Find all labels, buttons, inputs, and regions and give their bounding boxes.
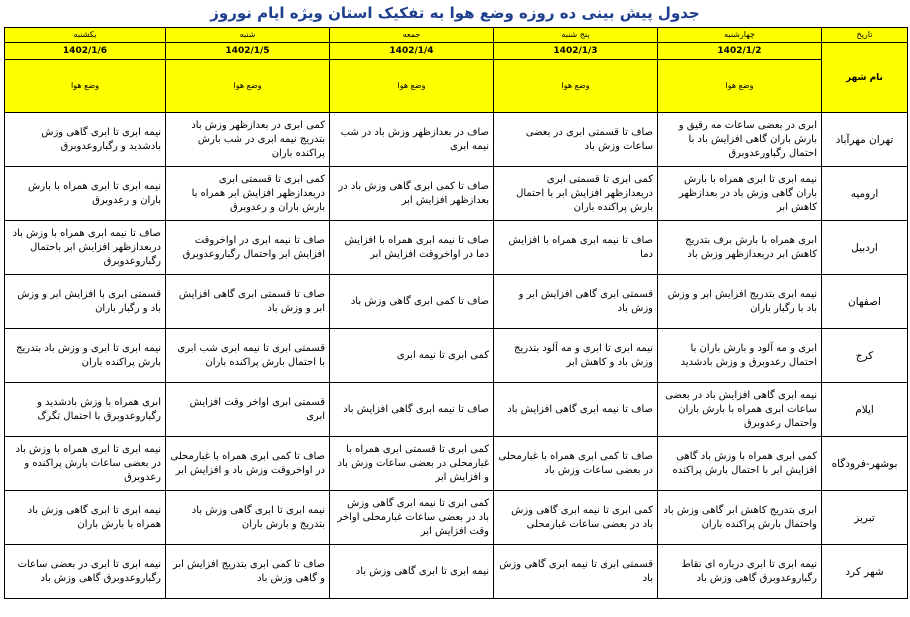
forecast-cell: ابری همراه با بارش برف بتدریج کاهش ابر دربعدازظهر وزش باد — [658, 221, 822, 275]
weather-label-row — [5, 60, 908, 113]
forecast-cell: صاف تا کمی ابری گاهی وزش باد در بعدازظهر افزایش ابر — [330, 167, 494, 221]
forecast-cell: نیمه ابری تا ابری همراه با وزش باد در بعضی ساعات بارش پراکنده و رعدوبرق — [5, 437, 166, 491]
city-name: تبریز — [822, 491, 908, 545]
city-name: کرج — [822, 329, 908, 383]
forecast-cell: صاف تا نیمه ابری همراه با افزایش دما — [494, 221, 658, 275]
weather-column-label: وضع هوا — [166, 60, 330, 113]
city-name: تهران مهرآباد — [822, 113, 908, 167]
weekday-cell: جمعه — [330, 28, 494, 43]
table-row — [5, 329, 908, 383]
forecast-cell: نیمه ابری بتدریج افزایش ابر و وزش باد با رگبار باران — [658, 275, 822, 329]
table-row — [5, 437, 908, 491]
weather-column-label: وضع هوا — [658, 60, 822, 113]
date-label: تاریخ — [822, 28, 908, 43]
weekday-cell: چهارشنبه — [658, 28, 822, 43]
date-header-row — [5, 43, 908, 60]
weekday-cell: پنج شنبه — [494, 28, 658, 43]
forecast-cell: کمی ابری تا نیمه ابری — [330, 329, 494, 383]
city-name: شهر کرد — [822, 545, 908, 599]
weekday-header-row — [5, 28, 908, 43]
forecast-cell: کمی ابری همراه با وزش باد گاهی افزایش ابر با احتمال بارش پراکنده — [658, 437, 822, 491]
forecast-cell: ابری بتدریج کاهش ابر گاهی وزش باد واحتمال بارش پراکنده باران — [658, 491, 822, 545]
forecast-cell: کمی ابری در بعدازظهر وزش باد بتدریج نیمه ابری در شب بارش پراکنده باران — [166, 113, 330, 167]
forecast-cell: صاف تا نیمه ابری همراه با وزش باد دربعدازظهر افزایش ابر باحتمال رگباروعدوبرق — [5, 221, 166, 275]
forecast-table-body — [5, 28, 908, 599]
forecast-cell: نیمه ابری تا ابری گاهی وزش بادشدید و رگباروعدوبرق — [5, 113, 166, 167]
city-name: ارومیه — [822, 167, 908, 221]
date-cell: 1402/1/6 — [5, 43, 166, 60]
forecast-cell: نیمه ابری تا ابری در بعضی ساعات رگباروعدوبرق گاهی وزش باد — [5, 545, 166, 599]
city-name: بوشهر-فرودگاه — [822, 437, 908, 491]
date-cell: 1402/1/2 — [658, 43, 822, 60]
forecast-cell: صاف تا نیمه ابری گاهی افزایش باد — [330, 383, 494, 437]
forecast-cell: نیمه ابری تا ابری گاهی وزش باد بتدریج و بارش باران — [166, 491, 330, 545]
forecast-cell: کمی ابری تا نیمه ابری گاهی وزش باد در بعضی ساعات غبارمحلی اواخر وقت افزایش ابر — [330, 491, 494, 545]
weather-column-label: وضع هوا — [330, 60, 494, 113]
table-row — [5, 383, 908, 437]
forecast-cell: قسمتی ابری تا نیمه ابری شب ابری با احتمال بارش پراکنده باران — [166, 329, 330, 383]
weather-column-label: وضع هوا — [494, 60, 658, 113]
date-cell: 1402/1/4 — [330, 43, 494, 60]
forecast-cell: نیمه ابری تا ابری و مه آلود بتدریج وزش باد و کاهش ابر — [494, 329, 658, 383]
forecast-cell: صاف تا نیمه ابری همراه با افزایش دما در اواخروقت افزایش ابر — [330, 221, 494, 275]
city-name: اصفهان — [822, 275, 908, 329]
weekday-cell: یکشنبه — [5, 28, 166, 43]
forecast-cell: ابری و مه آلود و بارش باران با احتمال رعدوبرق و وزش بادشدید — [658, 329, 822, 383]
date-cell: 1402/1/5 — [166, 43, 330, 60]
table-row — [5, 113, 908, 167]
forecast-cell: صاف تا نیمه ابری در اواخروقت افزایش ابر واحتمال رگباروعدوبرق — [166, 221, 330, 275]
forecast-cell: نیمه ابری تا ابری درباره ای نقاط رگباروعدوبرق گاهی وزش باد — [658, 545, 822, 599]
forecast-cell: قسمتی ابری با افزایش ابر و وزش باد و رگبار باران — [5, 275, 166, 329]
table-row — [5, 491, 908, 545]
weekday-cell: شنبه — [166, 28, 330, 43]
table-row — [5, 275, 908, 329]
city-label: نام شهر — [822, 43, 908, 113]
forecast-cell: نیمه ابری تا ابری گاهی وزش باد — [330, 545, 494, 599]
forecast-cell: صاف تا نیمه ابری گاهی افزایش باد — [494, 383, 658, 437]
forecast-table — [4, 27, 908, 599]
table-row — [5, 221, 908, 275]
forecast-cell: نیمه ابری گاهی افزایش باد در بعضی ساعات ابری همراه با بارش باران واحتمال رعدوبرق — [658, 383, 822, 437]
table-row — [5, 167, 908, 221]
forecast-cell: کمی ابری تا قسمتی ابری دربعدازظهر افزایش ابر با احتمال بارش پراکنده باران — [494, 167, 658, 221]
city-name: ایلام — [822, 383, 908, 437]
page-title: جدول پیش بینی ده روزه وضع هوا به تفکیک استان ویژه ایام نوروز — [210, 4, 700, 22]
forecast-cell: صاف تا کمی ابری همراه با غبارمحلی در بعضی ساعات وزش باد — [494, 437, 658, 491]
forecast-cell: کمی ابری تا قسمتی ابری دربعدازظهر افزایش ابر همراه با بارش باران و رعدوبرق — [166, 167, 330, 221]
forecast-cell: ابری در بعضی ساعات مه رقیق و بارش باران گاهی افزایش باد با احتمال رگباورعدوبرق — [658, 113, 822, 167]
forecast-cell: صاف در بعدازظهر وزش باد در شب نیمه ابری — [330, 113, 494, 167]
forecast-cell: قسمتی ابری اواخر وقت افزایش ابری — [166, 383, 330, 437]
city-name: اردبیل — [822, 221, 908, 275]
forecast-cell: کمی ابری تا نیمه ابری گاهی وزش باد در بعضی ساعات غبارمحلی — [494, 491, 658, 545]
forecast-cell: صاف تا قسمتی ابری گاهی افزایش ابر و وزش باد — [166, 275, 330, 329]
forecast-cell: نیمه ابری تا ابری و وزش باد بتدریج بارش پراکنده باران — [5, 329, 166, 383]
table-row — [5, 545, 908, 599]
forecast-cell: کمی ابری تا قسمتی ابری همراه با غبارمحلی در بعضی ساعات وزش باد و افزایش ابر — [330, 437, 494, 491]
forecast-cell: صاف تا کمی ابری همراه با غبارمحلی در اواخروقت وزش باد و افزایش ابر — [166, 437, 330, 491]
forecast-cell: نیمه ابری تا ابری همراه با بارش باران و رعدوبرق — [5, 167, 166, 221]
forecast-cell: قسمتی ابری گاهی افزایش ابر و وزش باد — [494, 275, 658, 329]
forecast-cell: نیمه ابری تا ابری گاهی وزش باد همراه با بارش باران — [5, 491, 166, 545]
forecast-cell: نیمه ابری تا ابری همراه با بارش باران گاهی وزش باد در بعدازظهر کاهش ابر — [658, 167, 822, 221]
forecast-cell: صاف تا قسمتی ابری در بعضی ساعات وزش باد — [494, 113, 658, 167]
forecast-cell: ابری همراه با وزش بادشدید و رگباروعدوبرق با احتمال تگرگ — [5, 383, 166, 437]
date-cell: 1402/1/3 — [494, 43, 658, 60]
forecast-cell: قسمتی ابری تا نیمه ابری گاهی وزش باد — [494, 545, 658, 599]
weather-column-label: وضع هوا — [5, 60, 166, 113]
forecast-cell: صاف تا کمی ابری بتدریج افزایش ابر و گاهی وزش باد — [166, 545, 330, 599]
forecast-cell: صاف تا کمی ابری گاهی وزش باد — [330, 275, 494, 329]
